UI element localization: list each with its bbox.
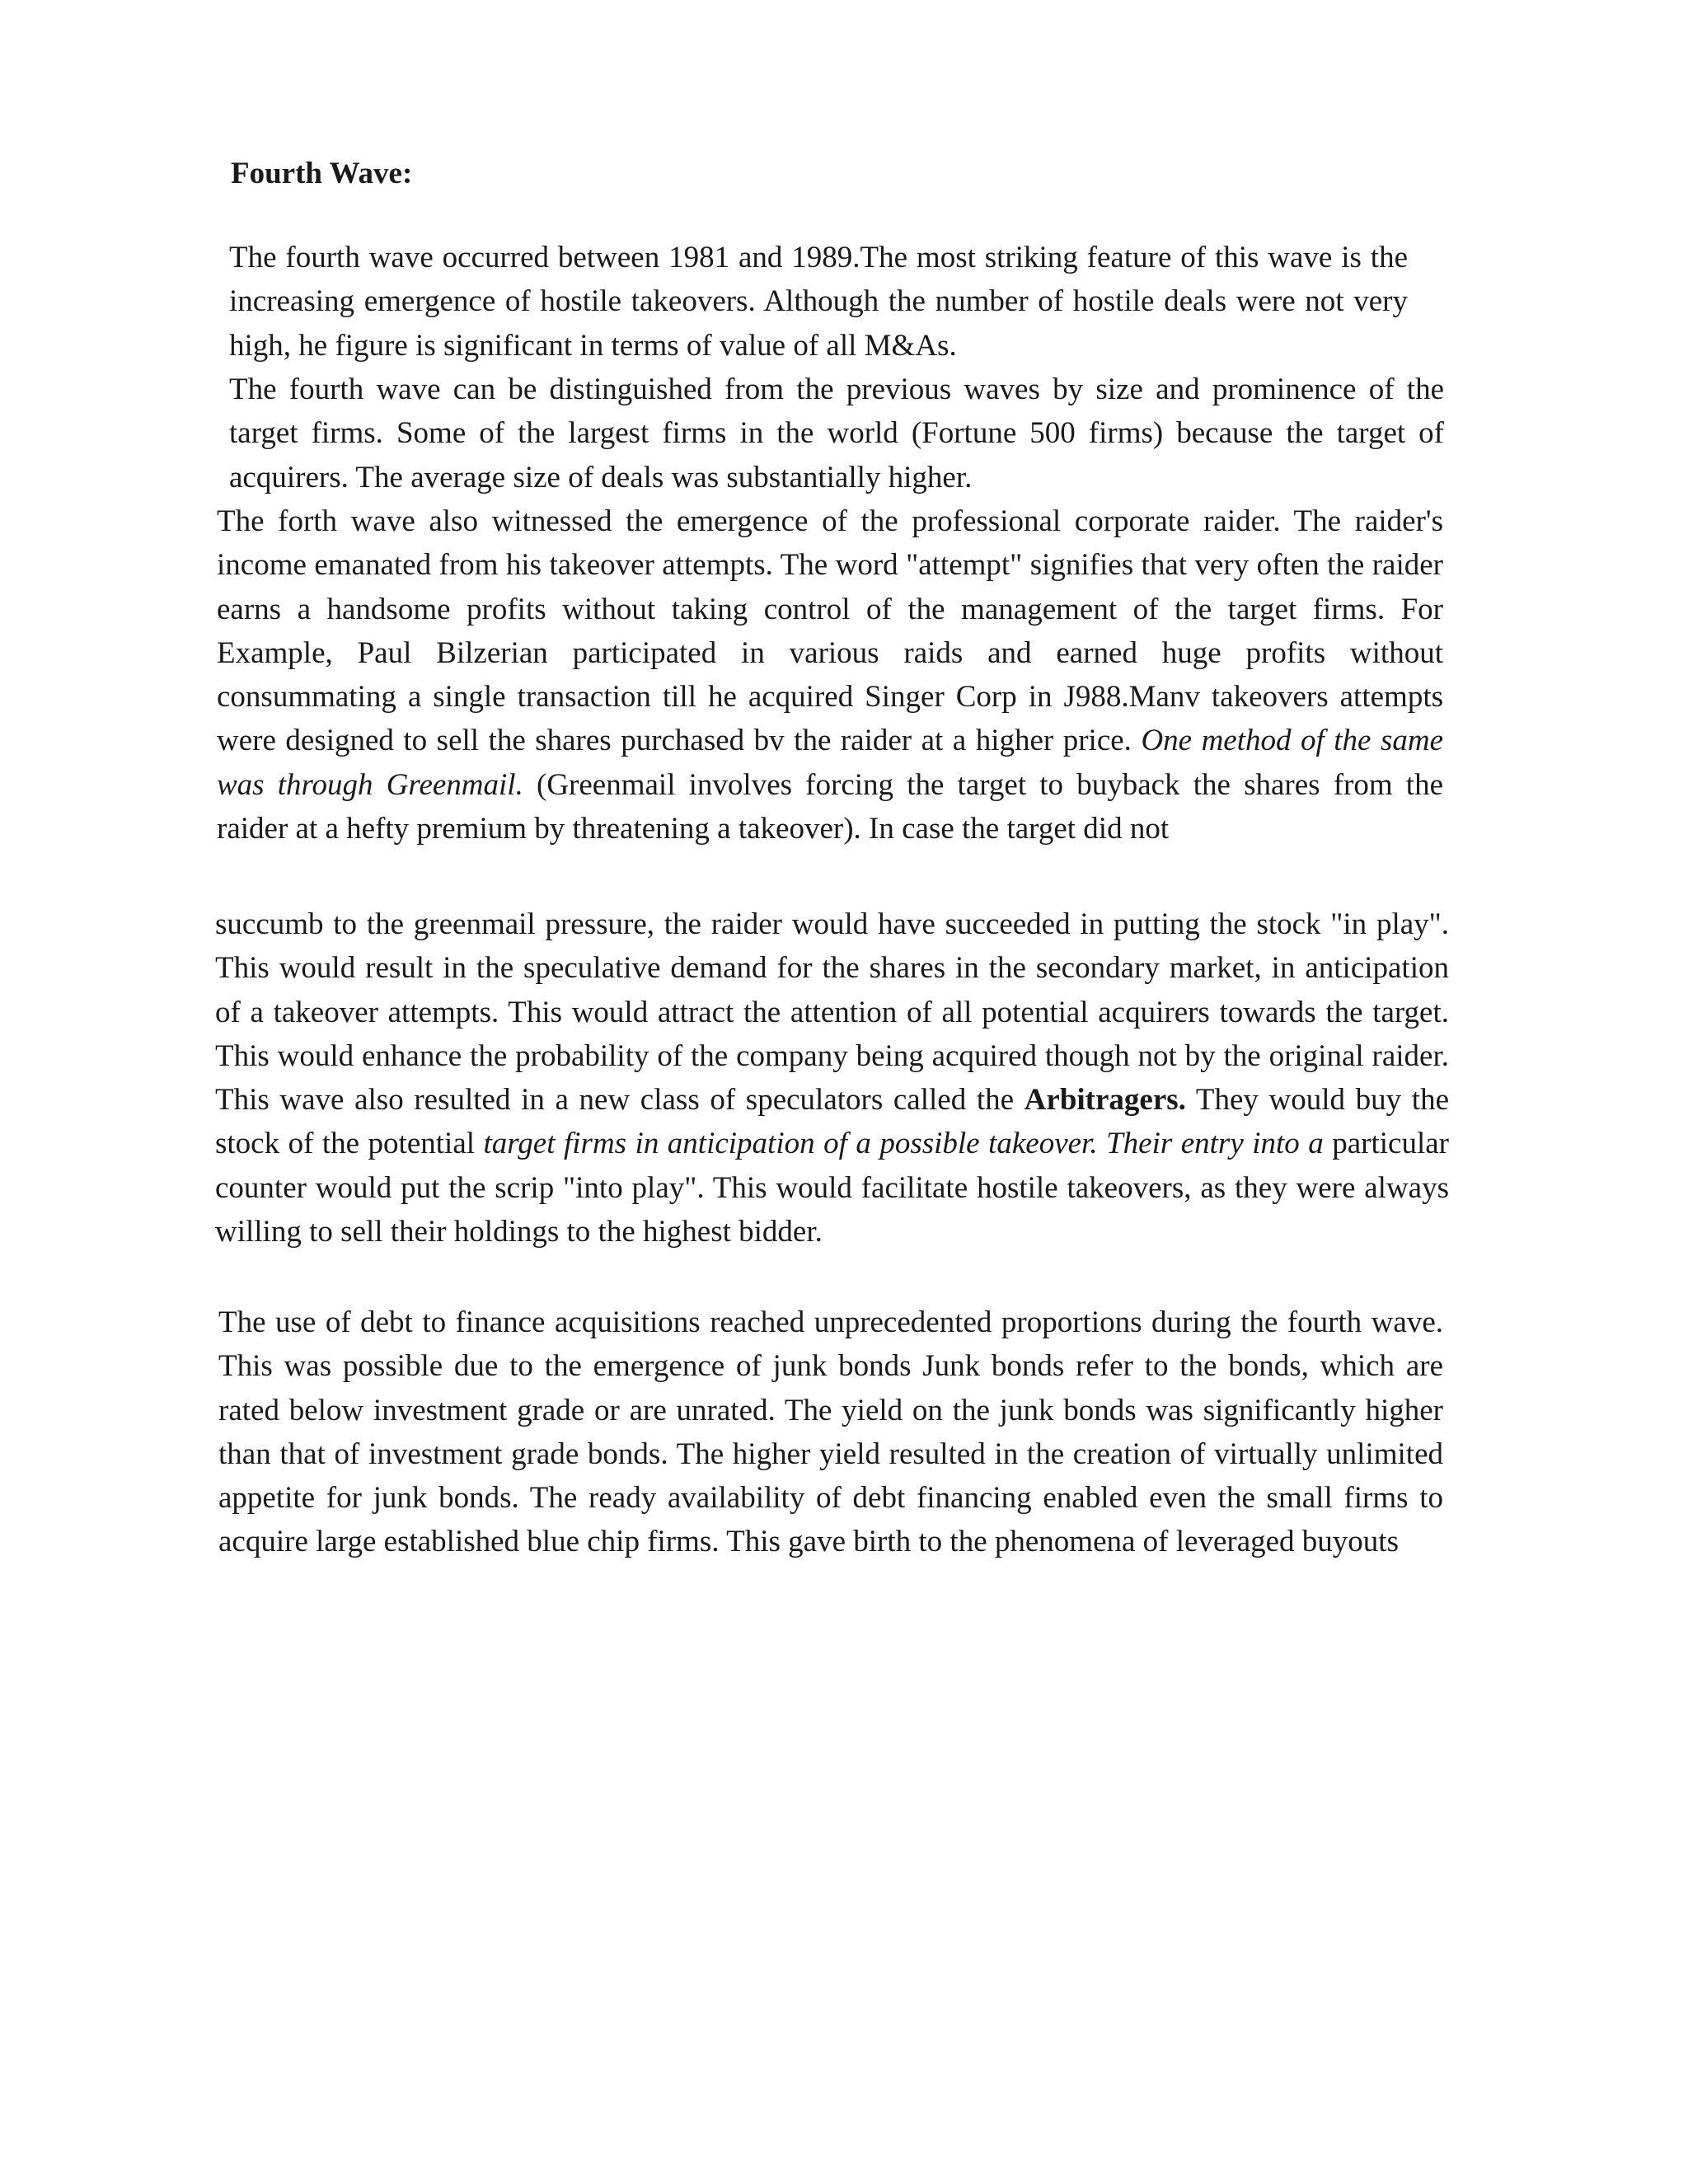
paragraph-3-italic-text: One method of the same was through Greenmail. [217, 724, 1443, 802]
section-heading: Fourth Wave: [231, 157, 413, 190]
paragraph-3-text-a: The forth wave also witnessed the emergence of the professional corporate raider. The raider's income emanated from his takeover attempts. The word "attempt" signifies that very often the raider earns a handsome profits without taking control of the management of the target firms. For Example, Paul Bilzerian participated in various raids and earned huge profits without consummating a single transaction till he acquired Singer Corp in J988.Manv takeovers attempts were designed to sell the shares purchased bv the raider at a higher price. [217, 504, 1443, 758]
paragraph-4-text-b: They would buy the stock of the potential [215, 1083, 1449, 1161]
paragraph-4-text-a: succumb to the greenmail pressure, the raider would have succeeded in putting the stock "in play". This would result in the speculative demand for the shares in the secondary market, in anticipation of a takeover attempts. This would attract the attention of all potential acquirers towards the target. This would enhance the probability of the company being acquired though not by the original raider. This wave also resulted in a new class of speculators called the [215, 907, 1449, 1118]
paragraph-4-italic-text: target firms in anticipation of a possible takeover. Their entry into a [483, 1127, 1324, 1161]
arbitragers-term: Arbitragers. [1024, 1083, 1186, 1118]
paragraph-2: The fourth wave can be distinguished from the previous waves by size and prominence of the target firms. Some of the largest firms in the world (Fortune 500 firms) because the target of acquirers. The average size of deals was substantially higher. [229, 373, 1444, 494]
paragraph-1: The fourth wave occurred between 1981 and 1989.The most striking feature of this wave is the increasing emergence of hostile takeovers. Although the number of hostile deals were not very high, he figure is significant in terms of value of all M&As. [229, 241, 1408, 363]
paragraph-5: The use of debt to finance acquisitions reached unprecedented proportions during the fourth wave. This was possible due to the emergence of junk bonds Junk bonds refer to the bonds, which are rated below investment grade or are unrated. The yield on the junk bonds was significantly higher than that of investment grade bonds. The higher yield resulted in the creation of virtually unlimited appetite for junk bonds. The ready availability of debt financing enabled even the small firms to acquire large established blue chip firms. This gave birth to the phenomena of leveraged buyouts [218, 1305, 1443, 1559]
paragraph-3 [217, 499, 1443, 851]
paragraph-4-text-c: particular counter would put the scrip "into play". This would facilitate hostile takeovers, as they were always willing to sell their holdings to the highest bidder. [215, 1127, 1450, 1249]
paragraph-4 [215, 902, 1449, 1254]
paragraph-3-text-b: (Greenmail involves forcing the target to buyback the shares from the raider at a hefty premium by threatening a takeover). In case the target did not [217, 767, 1443, 846]
